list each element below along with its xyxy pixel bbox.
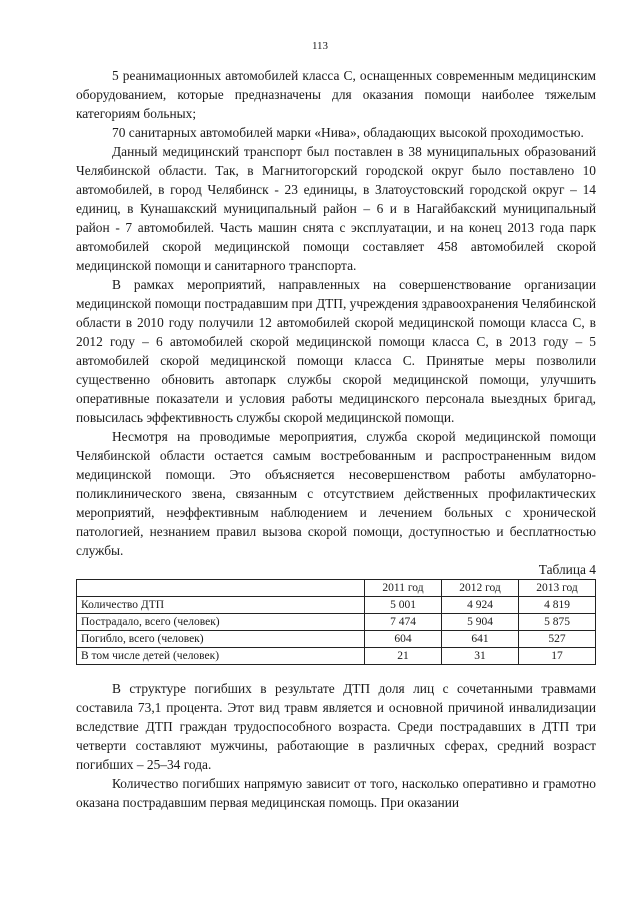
paragraph: 70 санитарных автомобилей марки «Нива», обладающих высокой проходимостью. xyxy=(112,125,584,140)
road-accident-table xyxy=(76,579,596,665)
table-header-cell: 2013 год xyxy=(519,580,596,597)
table-cell: 5 001 xyxy=(365,597,442,614)
paragraph: Количество погибших напрямую зависит от того, насколько оперативно и грамотно оказана пострадавшим первая медицинская помощь. При оказании xyxy=(76,776,596,810)
page-number: 113 xyxy=(311,40,329,52)
table-header-row xyxy=(77,580,596,597)
table-cell: 31 xyxy=(442,648,519,665)
table-cell: 5 904 xyxy=(442,614,519,631)
table-row xyxy=(77,648,596,665)
paragraph: В структуре погибших в результате ДТП доля лиц с сочетанными травмами составила 73,1 процента. Этот вид травм является и основной причиной инвалидизации вследствие ДТП граждан трудоспособного возраста. Среди пострадавших в ДТП три четверти составляют мужчины, работающие в различных сферах, средний возраст погибших – 25–34 года. xyxy=(76,681,596,772)
table-cell: Количество ДТП xyxy=(77,597,365,614)
paragraph: В рамках мероприятий, направленных на совершенствование организации медицинской помощи пострадавшим при ДТП, учреждения здравоохранения Челябинской области в 2010 году получили 12 автомобилей скорой медицинской помощи класса С, в 2012 году – 6 автомобилей скорой медицинской помощи класса С, в 2013 году – 5 автомобилей скорой медицинской помощи класса С. Принятые меры позволили существенно обновить автопарк службы скорой медицинской помощи, улучшить оперативные показатели и условия работы медицинского персонала выездных бригад, повысилась эффективность службы скорой медицинской помощи. xyxy=(76,277,596,425)
table-cell: Погибло, всего (человек) xyxy=(77,631,365,648)
table-cell: 4 924 xyxy=(442,597,519,614)
table-cell: 4 819 xyxy=(519,597,596,614)
table-cell: Пострадало, всего (человек) xyxy=(77,614,365,631)
table-cell: 641 xyxy=(442,631,519,648)
table-row xyxy=(77,614,596,631)
paragraph: Несмотря на проводимые мероприятия, служба скорой медицинской помощи Челябинской области остается самым востребованным и распространенным видом медицинской помощи. Это объясняется несовершенством работы амбулаторно-поликлинического звена, связанным с отсутствием действенных профилактических мероприятий, неэффективным наблюдением и лечением больных с хронической патологией, незнанием правил вызова скорой помощи, доступностью и бесплатностью службы. xyxy=(76,429,596,558)
paragraph: Данный медицинский транспорт был поставлен в 38 муниципальных образований Челябинской области. Так, в Магнитогорский городской округ было поставлено 10 автомобилей, в город Челябинск - 23 единицы, в Златоустовский городской округ – 14 единиц, в Кунашакский муниципальный район – 6 и в Нагайбакский муниципальный район - 7 автомобилей. Часть машин снята с эксплуатации, и на конец 2013 года парк автомобилей скорой медицинской помощи составляет 458 автомобилей скорой медицинской помощи и санитарного транспорта. xyxy=(76,144,596,273)
table-cell: 5 875 xyxy=(519,614,596,631)
table-cell: В том числе детей (человек) xyxy=(77,648,365,665)
table-caption: Таблица 4 xyxy=(538,562,596,577)
table-cell: 17 xyxy=(519,648,596,665)
table-header-cell: 2011 год xyxy=(365,580,442,597)
body-text xyxy=(76,66,596,812)
table-cell: 21 xyxy=(365,648,442,665)
table-header-cell: 2012 год xyxy=(442,580,519,597)
table-cell: 7 474 xyxy=(365,614,442,631)
paragraph: 5 реанимационных автомобилей класса С, оснащенных современным медицинским оборудованием, которые предназначены для оказания помощи наиболее тяжелым категориям больных; xyxy=(76,68,596,121)
table-row xyxy=(77,631,596,648)
table-cell: 527 xyxy=(519,631,596,648)
table-cell: 604 xyxy=(365,631,442,648)
table-header-cell xyxy=(77,580,365,597)
table-row xyxy=(77,597,596,614)
